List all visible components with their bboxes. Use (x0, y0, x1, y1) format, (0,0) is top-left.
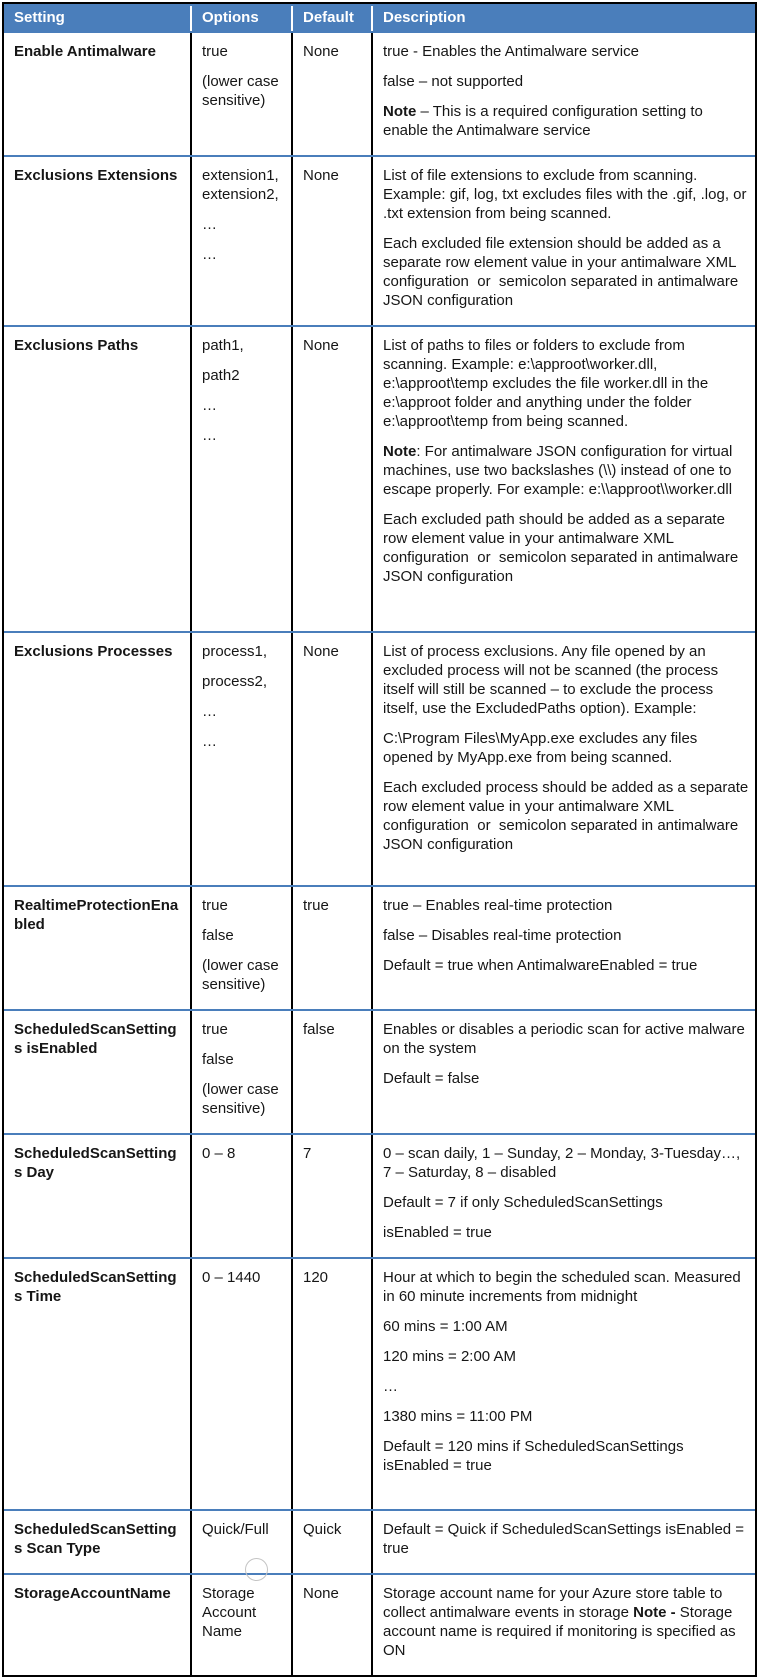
description-paragraph (383, 956, 749, 975)
bold-text: Note - (633, 1604, 676, 1621)
option-line: 0 – 8 (202, 1145, 236, 1162)
options-cell (192, 633, 293, 885)
table-row (4, 325, 755, 631)
text: 120 mins = 2:00 AM (383, 1348, 516, 1365)
options-cell (192, 327, 293, 631)
text: 0 – scan daily, 1 – Sunday, 2 – Monday, 3-Tuesday…, 7 – Saturday, 8 – disabled (383, 1145, 745, 1181)
option-line: … (202, 733, 217, 750)
text: … (383, 1378, 398, 1395)
option-line: … (202, 216, 217, 233)
description-cell (373, 1135, 755, 1257)
setting-cell: ScheduledScanSettings Day (4, 1135, 192, 1257)
option-line: false (202, 927, 234, 944)
description-paragraph (383, 1069, 749, 1088)
column-header-description (373, 6, 755, 31)
description-cell (373, 1511, 755, 1573)
option-line: … (202, 246, 217, 263)
description-paragraph (383, 778, 753, 854)
default-cell: None (293, 33, 373, 155)
text: Enables or disables a periodic scan for active malware on the system (383, 1021, 750, 1057)
column-header-label: Options (202, 9, 259, 26)
description-paragraph (383, 1377, 749, 1396)
table-row (4, 1009, 755, 1133)
document-page (0, 2, 760, 1659)
text: Each excluded process should be added as a separate row element value in your antimalware XML configuration or semicolon separated in antimalware JSON configuration (383, 779, 753, 853)
description-cell (373, 887, 755, 1009)
bold-text: Note (383, 443, 417, 460)
description-cell (373, 327, 755, 631)
description-paragraph (383, 1520, 749, 1558)
default-cell: None (293, 157, 373, 325)
text: Default = 120 mins if ScheduledScanSettings isEnabled = true (383, 1438, 688, 1474)
description-paragraph (383, 336, 749, 431)
setting-cell: Exclusions Extensions (4, 157, 192, 325)
table-row (4, 155, 755, 325)
text: Default = 7 if only ScheduledScanSettings (383, 1194, 663, 1211)
description-paragraph (383, 729, 749, 767)
default-cell: true (293, 887, 373, 1009)
column-header-default (293, 6, 373, 31)
description-paragraph (383, 234, 749, 310)
table-body (4, 33, 755, 1675)
description-paragraph (383, 1223, 749, 1242)
option-line: true (202, 43, 228, 60)
default-cell: Quick (293, 1511, 373, 1573)
column-header-options (192, 6, 293, 31)
options-cell (192, 1511, 293, 1573)
text: false – Disables real-time protection (383, 927, 622, 944)
description-cell (373, 1011, 755, 1133)
text: Each excluded path should be added as a separate row element value in your antimalware XML configuration or semicolon separated in antimalware JSON configuration (383, 511, 743, 585)
setting-cell: ScheduledScanSettings isEnabled (4, 1011, 192, 1133)
options-cell (192, 1259, 293, 1509)
description-paragraph (383, 896, 749, 915)
option-line: path2 (202, 367, 240, 384)
text: Storage account name for your Azure store table to collect antimalware events in storage (383, 1585, 727, 1621)
description-cell (373, 1575, 755, 1675)
option-line: process1, (202, 643, 268, 660)
default-cell: None (293, 1575, 373, 1675)
setting-cell: Exclusions Paths (4, 327, 192, 631)
option-line: true (202, 1021, 228, 1038)
text: Default = true when AntimalwareEnabled = true (383, 957, 698, 974)
text: Storage account name is required if monitoring is specified as ON (383, 1604, 740, 1659)
text: – This is a required configuration setting to enable the Antimalware service (383, 103, 708, 139)
table-row (4, 33, 755, 155)
column-header-label: Default (303, 9, 354, 26)
description-cell (373, 33, 755, 155)
options-cell (192, 1135, 293, 1257)
setting-cell: StorageAccountName (4, 1575, 192, 1675)
description-paragraph (383, 42, 749, 61)
default-cell: false (293, 1011, 373, 1133)
options-cell (192, 33, 293, 155)
option-line: extension1, extension2, (202, 167, 283, 203)
description-paragraph (383, 442, 749, 499)
text: 60 mins = 1:00 AM (383, 1318, 508, 1335)
options-cell (192, 1011, 293, 1133)
option-line: path1, (202, 337, 244, 354)
option-line: process2, (202, 673, 268, 690)
description-paragraph (383, 102, 749, 140)
setting-cell: Enable Antimalware (4, 33, 192, 155)
text: false – not supported (383, 73, 524, 90)
option-line: (lower case sensitive) (202, 957, 283, 993)
text: 1380 mins = 11:00 PM (383, 1408, 533, 1425)
table-row (4, 1509, 755, 1573)
description-paragraph (383, 1020, 749, 1058)
description-paragraph (383, 510, 749, 586)
text: List of process exclusions. Any file opened by an excluded process will not be scanned (the process itself will still be scanned – to exclude the process itself, use the ExcludedPaths option). Example: (383, 643, 723, 717)
text: Default = Quick if ScheduledScanSettings isEnabled = true (383, 1521, 749, 1557)
default-cell: 120 (293, 1259, 373, 1509)
text: Default = false (383, 1070, 480, 1087)
description-paragraph (383, 1317, 749, 1336)
table-row (4, 631, 755, 885)
table-row (4, 1573, 755, 1675)
default-cell: None (293, 633, 373, 885)
description-paragraph (383, 1193, 749, 1212)
option-line: … (202, 427, 217, 444)
option-line: 0 – 1440 (202, 1269, 261, 1286)
option-line: … (202, 703, 217, 720)
option-line: false (202, 1051, 234, 1068)
option-line: (lower case sensitive) (202, 1081, 283, 1117)
text: true – Enables real-time protection (383, 897, 613, 914)
description-paragraph (383, 1268, 749, 1306)
options-cell (192, 887, 293, 1009)
text: List of paths to files or folders to exclude from scanning. Example: e:\approot\worker.dll, e:\approot\temp excludes the file worker.dll in the e:\approot folder and anything under the folder e:\approot\temp from being scanned. (383, 337, 713, 430)
setting-cell: RealtimeProtectionEnabled (4, 887, 192, 1009)
description-paragraph (383, 1407, 749, 1426)
text: List of file extensions to exclude from scanning. Example: gif, log, txt excludes files with the .gif, .log, or .txt extension from being scanned. (383, 167, 751, 222)
description-cell (373, 1259, 755, 1509)
default-cell: None (293, 327, 373, 631)
option-line: (lower case sensitive) (202, 73, 283, 109)
setting-cell: Exclusions Processes (4, 633, 192, 885)
table-row (4, 1257, 755, 1509)
setting-cell: ScheduledScanSettings Time (4, 1259, 192, 1509)
description-paragraph (383, 72, 749, 91)
description-paragraph (383, 1347, 749, 1366)
options-cell (192, 157, 293, 325)
description-paragraph (383, 1437, 749, 1475)
text: Each excluded file extension should be added as a separate row element value in your antimalware XML configuration or semicolon separated in antimalware JSON configuration (383, 235, 743, 309)
option-line: … (202, 397, 217, 414)
table-header-row (4, 4, 755, 33)
table-row (4, 885, 755, 1009)
table-row (4, 1133, 755, 1257)
settings-table (2, 2, 757, 1677)
description-paragraph (383, 926, 749, 945)
option-line: Quick/Full (202, 1521, 269, 1538)
description-paragraph (383, 642, 749, 718)
description-paragraph (383, 166, 749, 223)
option-line: Storage Account Name (202, 1585, 261, 1640)
options-cell (192, 1575, 293, 1675)
default-cell: 7 (293, 1135, 373, 1257)
column-header-label: Setting (14, 9, 65, 26)
description-paragraph (383, 1584, 749, 1660)
description-cell (373, 633, 755, 885)
column-header-label: Description (383, 9, 466, 26)
description-cell (373, 157, 755, 325)
description-paragraph (383, 1144, 749, 1182)
column-header-setting (4, 6, 192, 31)
setting-cell: ScheduledScanSettings Scan Type (4, 1511, 192, 1573)
text: C:\Program Files\MyApp.exe excludes any files opened by MyApp.exe from being scanned. (383, 730, 702, 766)
bold-text: Note (383, 103, 417, 120)
text: isEnabled = true (383, 1224, 492, 1241)
text: : For antimalware JSON configuration for virtual machines, use two backslashes (\\) instead of one to escape properly. For example: e:\\approot\\worker.dll (383, 443, 737, 498)
text: true - Enables the Antimalware service (383, 43, 639, 60)
text: Hour at which to begin the scheduled scan. Measured in 60 minute increments from midnight (383, 1269, 745, 1305)
option-line: true (202, 897, 228, 914)
